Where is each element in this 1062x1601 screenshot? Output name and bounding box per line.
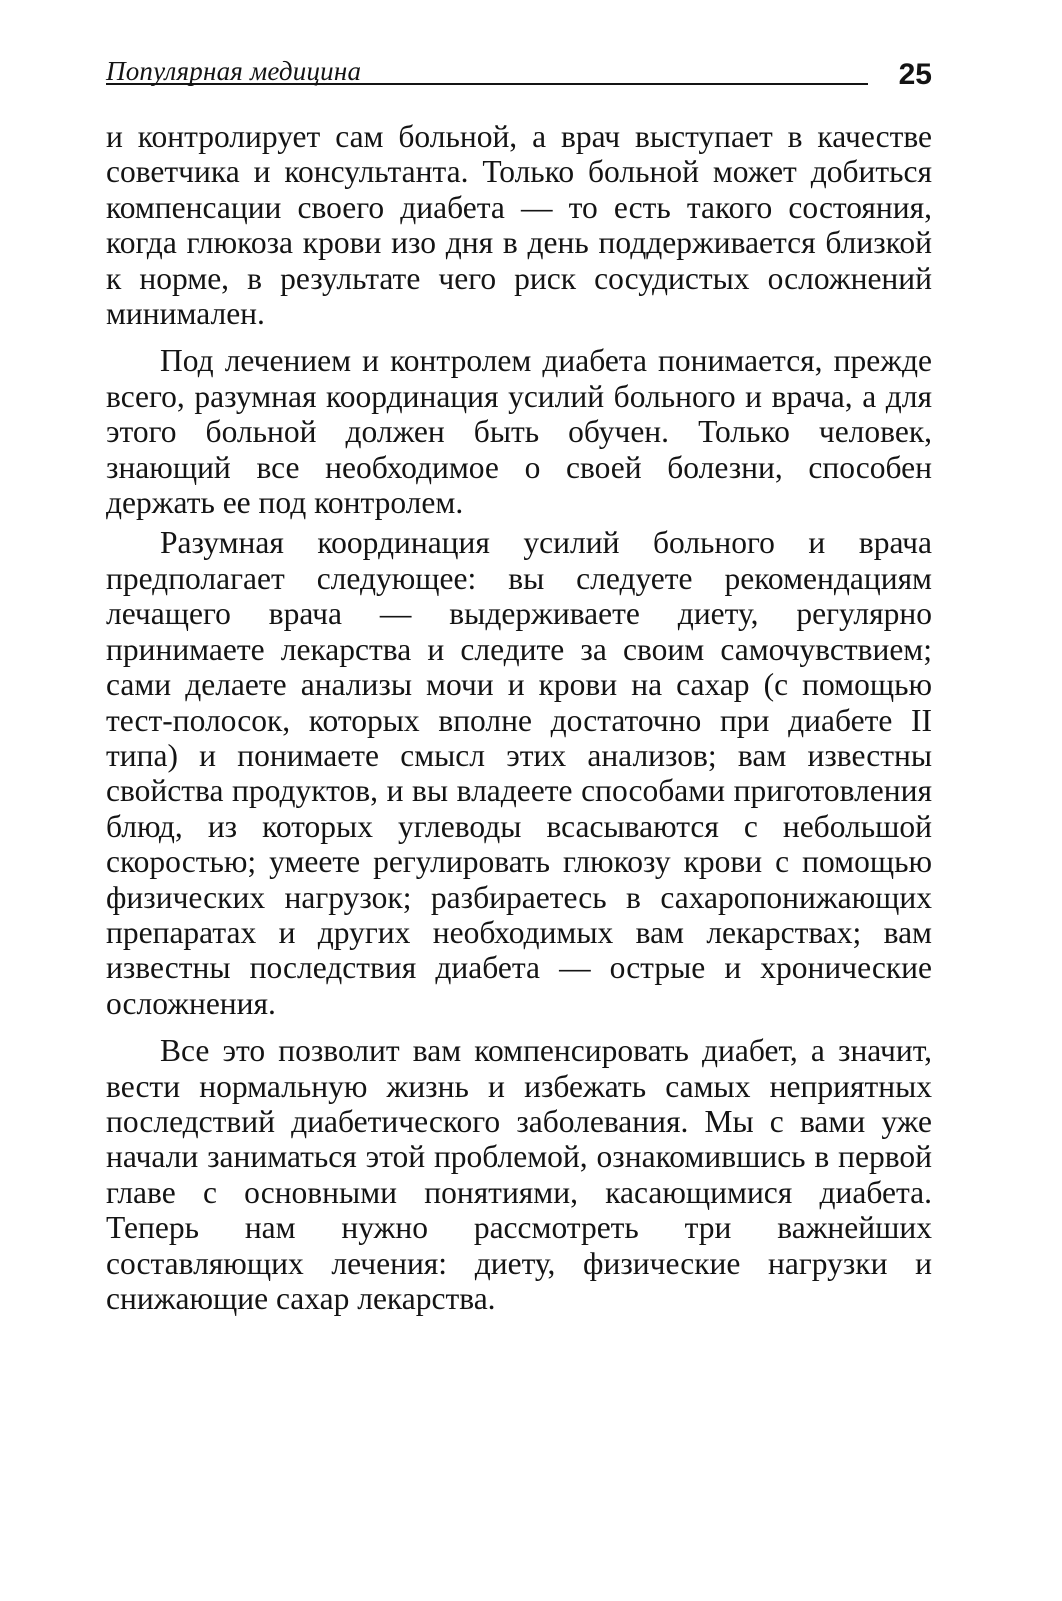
paragraph-1: и контролирует сам больной, а врач выступает в качестве советчика и консультанта. Только больной может добиться компенсации своего диабета — то есть такого состояния, когда глюкоза крови изо дня в день поддерживается близкой к норме, в результате чего риск сосудистых осложнений минимален. [106, 119, 932, 332]
running-head-title: Популярная медицина [106, 56, 362, 86]
paragraph-4: Все это позволит вам компенсировать диабет, а значит, вести нормальную жизнь и избежать самых неприятных последствий диабетического заболевания. Мы с вами уже начали заниматься этой проблемой, ознакомившись в первой главе с основными понятиями, касающимися диабета. Теперь нам нужно рассмотреть три важнейших составляющих лечения: диету, физические нагрузки и снижающие сахар лекарства. [106, 1033, 932, 1316]
running-head-rule [106, 83, 868, 85]
running-head [106, 52, 932, 92]
page-number: 25 [898, 58, 932, 91]
paragraph-3: Разумная координация усилий больного и врача предполагает следующее: вы следуете рекомендациям лечащего врача — выдерживаете диету, регулярно принимаете лекарства и следите за своим самочувствием; сами делаете анализы мочи и крови на сахар (с помощью тест-полосок, которых вполне достаточно при диабете II типа) и понимаете смысл этих анализов; вам известны свойства продуктов, и вы владеете способами приготовления блюд, из которых углеводы всасываются с небольшой скоростью; умеете регулировать глюкозу крови с помощью физических нагрузок; разбираетесь в сахаропонижающих препаратах и других необходимых вам лекарствах; вам известны последствия диабета — острые и хронические осложнения. [106, 525, 932, 1021]
body-text [106, 119, 932, 1316]
paragraph-2: Под лечением и контролем диабета понимается, прежде всего, разумная координация усилий больного и врача, а для этого больной должен быть обучен. Только человек, знающий все необходимое о своей болезни, способен держать ее под контролем. [106, 343, 932, 521]
